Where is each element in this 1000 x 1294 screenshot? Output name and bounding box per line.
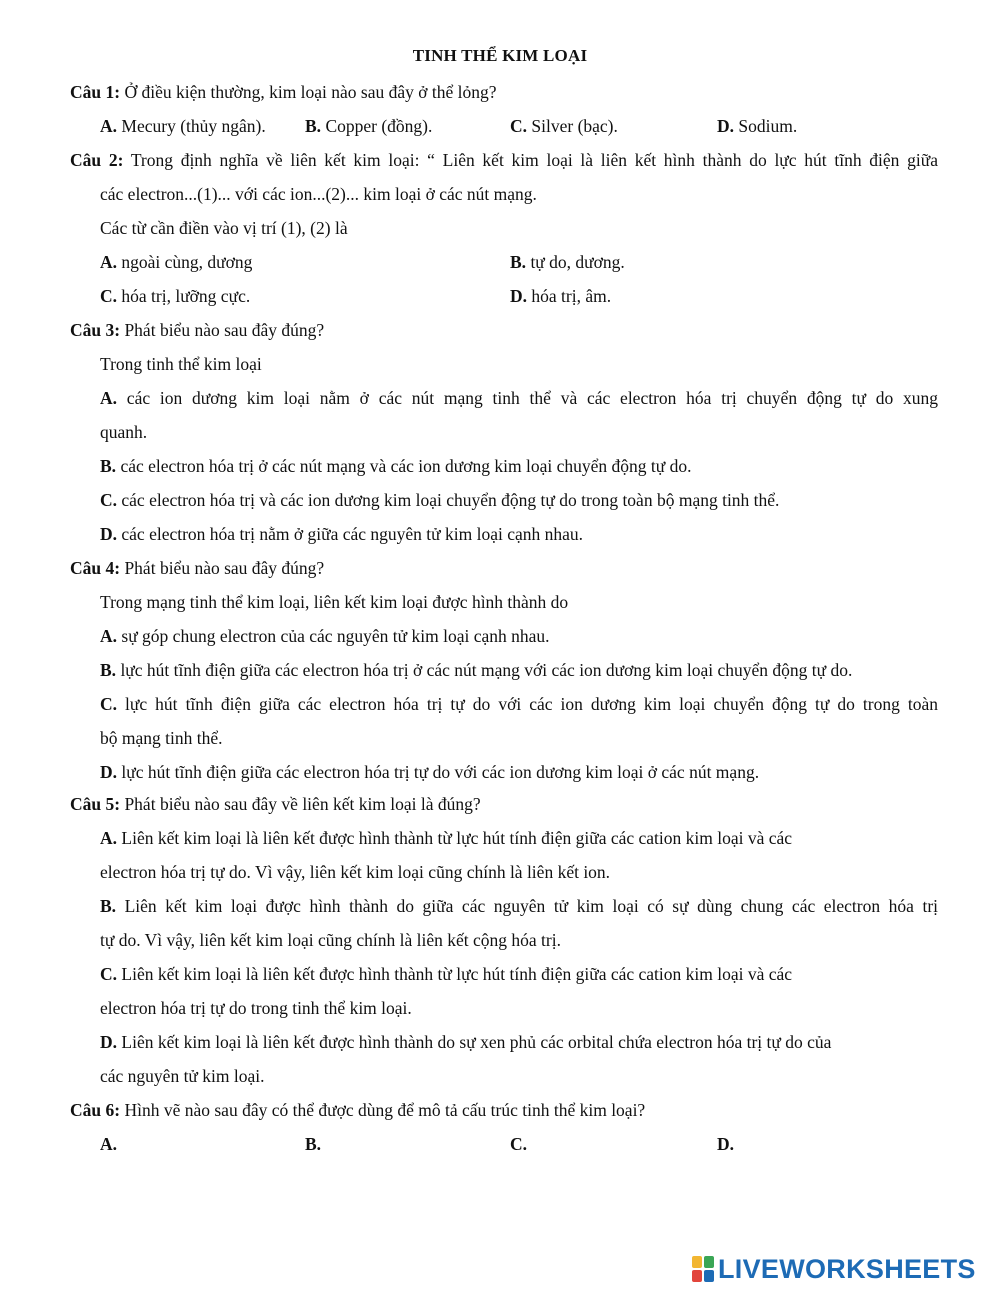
question-2-label: Câu 2: xyxy=(70,150,124,170)
question-2-stem-line-2: các electron...(1)... với các ion...(2)... kim loại ở các nút mạng. xyxy=(100,184,537,204)
question-5-option-a-continued: electron hóa trị tự do. Vì vậy, liên kết kim loại cũng chính là liên kết ion. xyxy=(100,862,611,882)
question-2-stem: Câu 2: Trong định nghĩa về liên kết kim loại: “ Liên kết kim loại là liên kết hình thành do lực hút tĩnh điện giữa xyxy=(70,150,938,170)
page-title: TINH THỂ KIM LOẠI xyxy=(412,46,588,65)
question-3-option-d[interactable]: D. các electron hóa trị nằm ở giữa các nguyên tử kim loại cạnh nhau. xyxy=(100,524,584,544)
question-4-context: Trong mạng tinh thể kim loại, liên kết kim loại được hình thành do xyxy=(100,592,569,612)
liveworksheets-logo-text: LIVEWORKSHEETS xyxy=(718,1253,976,1284)
question-1-label: Câu 1: xyxy=(70,82,121,102)
question-6-stem: Câu 6: Hình vẽ nào sau đây có thể được dùng để mô tả cấu trúc tinh thể kim loại? xyxy=(70,1100,646,1120)
question-1-option-c[interactable]: C. Silver (bạc). xyxy=(510,116,618,136)
question-3-option-c[interactable]: C. các electron hóa trị và các ion dương kim loại chuyển động tự do trong toàn bộ mạng tinh thể. xyxy=(100,490,780,510)
question-2-option-a[interactable]: A. ngoài cùng, dương xyxy=(100,252,253,272)
question-5-option-d-continued: các nguyên tử kim loại. xyxy=(100,1066,265,1086)
question-4-stem: Câu 4: Phát biểu nào sau đây đúng? xyxy=(70,558,325,578)
question-6-option-c[interactable]: C. xyxy=(510,1134,528,1154)
question-5-option-c[interactable]: C. Liên kết kim loại là liên kết được hình thành từ lực hút tính điện giữa các cation kim loại và các xyxy=(100,964,793,984)
question-1-option-a[interactable]: A. Mecury (thủy ngân). xyxy=(100,116,266,136)
question-5-option-a[interactable]: A. Liên kết kim loại là liên kết được hình thành từ lực hút tính điện giữa các cation kim loại và các xyxy=(100,828,793,848)
question-4-option-c[interactable]: C. lực hút tĩnh điện giữa các electron hóa trị tự do với các ion dương kim loại chuyển động tự do trong toàn xyxy=(100,694,939,714)
question-3-option-b[interactable]: B. các electron hóa trị ở các nút mạng và các ion dương kim loại chuyển động tự do. xyxy=(100,456,692,476)
question-6-label: Câu 6: xyxy=(70,1100,121,1120)
question-2-option-d[interactable]: D. hóa trị, âm. xyxy=(510,286,612,306)
question-2-option-b[interactable]: B. tự do, dương. xyxy=(510,252,625,272)
question-2-instruction: Các từ cần điền vào vị trí (1), (2) là xyxy=(100,218,348,238)
question-3-option-a-continued: quanh. xyxy=(100,422,148,442)
question-4-option-c-continued: bộ mạng tinh thể. xyxy=(100,728,223,748)
question-5-option-d[interactable]: D. Liên kết kim loại là liên kết được hình thành do sự xen phủ các orbital chứa electron hóa trị tự do của xyxy=(100,1032,832,1052)
question-3-label: Câu 3: xyxy=(70,320,121,340)
liveworksheets-logo[interactable] xyxy=(692,1254,976,1284)
question-4-option-d[interactable]: D. lực hút tĩnh điện giữa các electron hóa trị tự do với các ion dương kim loại ở các nút mạng. xyxy=(100,762,760,782)
question-3-context: Trong tinh thể kim loại xyxy=(100,354,262,374)
question-1-option-d[interactable]: D. Sodium. xyxy=(717,116,798,136)
question-3-stem: Câu 3: Phát biểu nào sau đây đúng? xyxy=(70,320,325,340)
question-5-option-b[interactable]: B. Liên kết kim loại được hình thành do giữa các nguyên tử kim loại có sự dùng chung các electron hóa trị xyxy=(100,896,939,916)
question-1-stem: Câu 1: Ở điều kiện thường, kim loại nào sau đây ở thể lỏng? xyxy=(70,82,497,102)
liveworksheets-logo-icon xyxy=(692,1256,714,1282)
question-6-option-b[interactable]: B. xyxy=(305,1134,322,1154)
question-4-label: Câu 4: xyxy=(70,558,121,578)
question-1-option-b[interactable]: B. Copper (đồng). xyxy=(305,116,433,136)
question-2-option-c[interactable]: C. hóa trị, lưỡng cực. xyxy=(100,286,251,306)
question-5-option-c-continued: electron hóa trị tự do trong tinh thể kim loại. xyxy=(100,998,412,1018)
question-3-option-a[interactable]: A. các ion dương kim loại nằm ở các nút mạng tinh thể và các electron hóa trị chuyển động tự do xung xyxy=(100,388,939,408)
question-4-option-b[interactable]: B. lực hút tĩnh điện giữa các electron hóa trị ở các nút mạng với các ion dương kim loại chuyển động tự do. xyxy=(100,660,853,680)
question-5-option-b-continued: tự do. Vì vậy, liên kết kim loại cũng chính là liên kết cộng hóa trị. xyxy=(100,930,561,950)
question-5-label: Câu 5: xyxy=(70,794,121,814)
question-6-option-d[interactable]: D. xyxy=(717,1134,735,1154)
question-4-option-a[interactable]: A. sự góp chung electron của các nguyên tử kim loại cạnh nhau. xyxy=(100,626,550,646)
question-6-option-a[interactable]: A. xyxy=(100,1134,118,1154)
question-5-stem: Câu 5: Phát biểu nào sau đây về liên kết kim loại là đúng? xyxy=(70,794,481,814)
